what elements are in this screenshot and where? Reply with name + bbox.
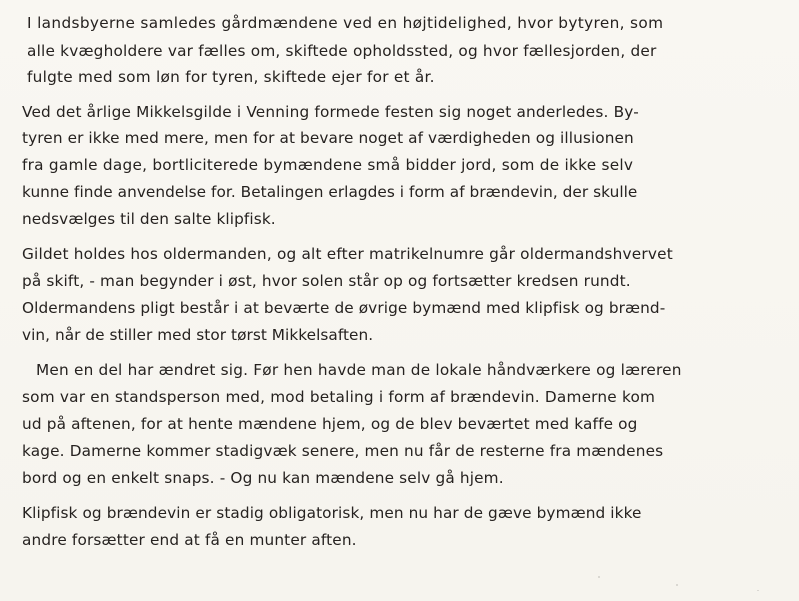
text-line: vin, når de stiller med stor tørst Mikkelsaften.: [22, 326, 374, 344]
scan-speck: [676, 584, 678, 586]
text-line: nedsvælges til den salte klipfisk.: [22, 210, 276, 228]
text-line: I landsbyerne samledes gårdmændene ved en højtidelighed, hvor bytyren, som: [27, 14, 664, 32]
text-line: kunne finde anvendelse for. Betalingen erlagdes i form af brændevin, der skulle: [22, 183, 638, 201]
text-line: fra gamle dage, bortliciterede bymændene små bidder jord, som de ikke selv: [22, 156, 634, 174]
text-line: som var en standsperson med, mod betaling i form af brændevin. Damerne kom: [22, 388, 656, 406]
scan-speck: [757, 590, 759, 591]
text-line: ud på aftenen, for at hente mændene hjem, og de blev beværtet med kaffe og: [22, 415, 638, 433]
text-line: Ved det årlige Mikkelsgilde i Venning formede festen sig noget anderledes. By-: [22, 103, 639, 121]
scan-speck: [598, 576, 600, 578]
text-line: kage. Damerne kommer stadigvæk senere, men nu får de resterne fra mændenes: [22, 442, 664, 460]
text-line: på skift, - man begynder i øst, hvor solen står op og fortsætter kredsen rundt.: [22, 272, 631, 290]
text-line: andre forsætter end at få en munter aften.: [22, 531, 357, 549]
text-line: tyren er ikke med mere, men for at bevare noget af værdigheden og illusionen: [22, 129, 634, 147]
text-line: alle kvægholdere var fælles om, skiftede opholdssted, og hvor fællesjorden, der: [27, 42, 657, 60]
text-line: fulgte med som løn for tyren, skiftede ejer for et år.: [27, 68, 435, 86]
text-line: Men en del har ændret sig. Før hen havde man de lokale håndværkere og læreren: [36, 361, 682, 379]
text-line: Oldermandens pligt består i at beværte de øvrige bymænd med klipfisk og brænd-: [22, 299, 666, 317]
text-line: bord og en enkelt snaps. - Og nu kan mændene selv gå hjem.: [22, 469, 504, 487]
text-line: Gildet holdes hos oldermanden, og alt efter matrikelnumre går oldermandshvervet: [22, 245, 673, 263]
text-line: Klipfisk og brændevin er stadig obligatorisk, men nu har de gæve bymænd ikke: [22, 504, 642, 522]
